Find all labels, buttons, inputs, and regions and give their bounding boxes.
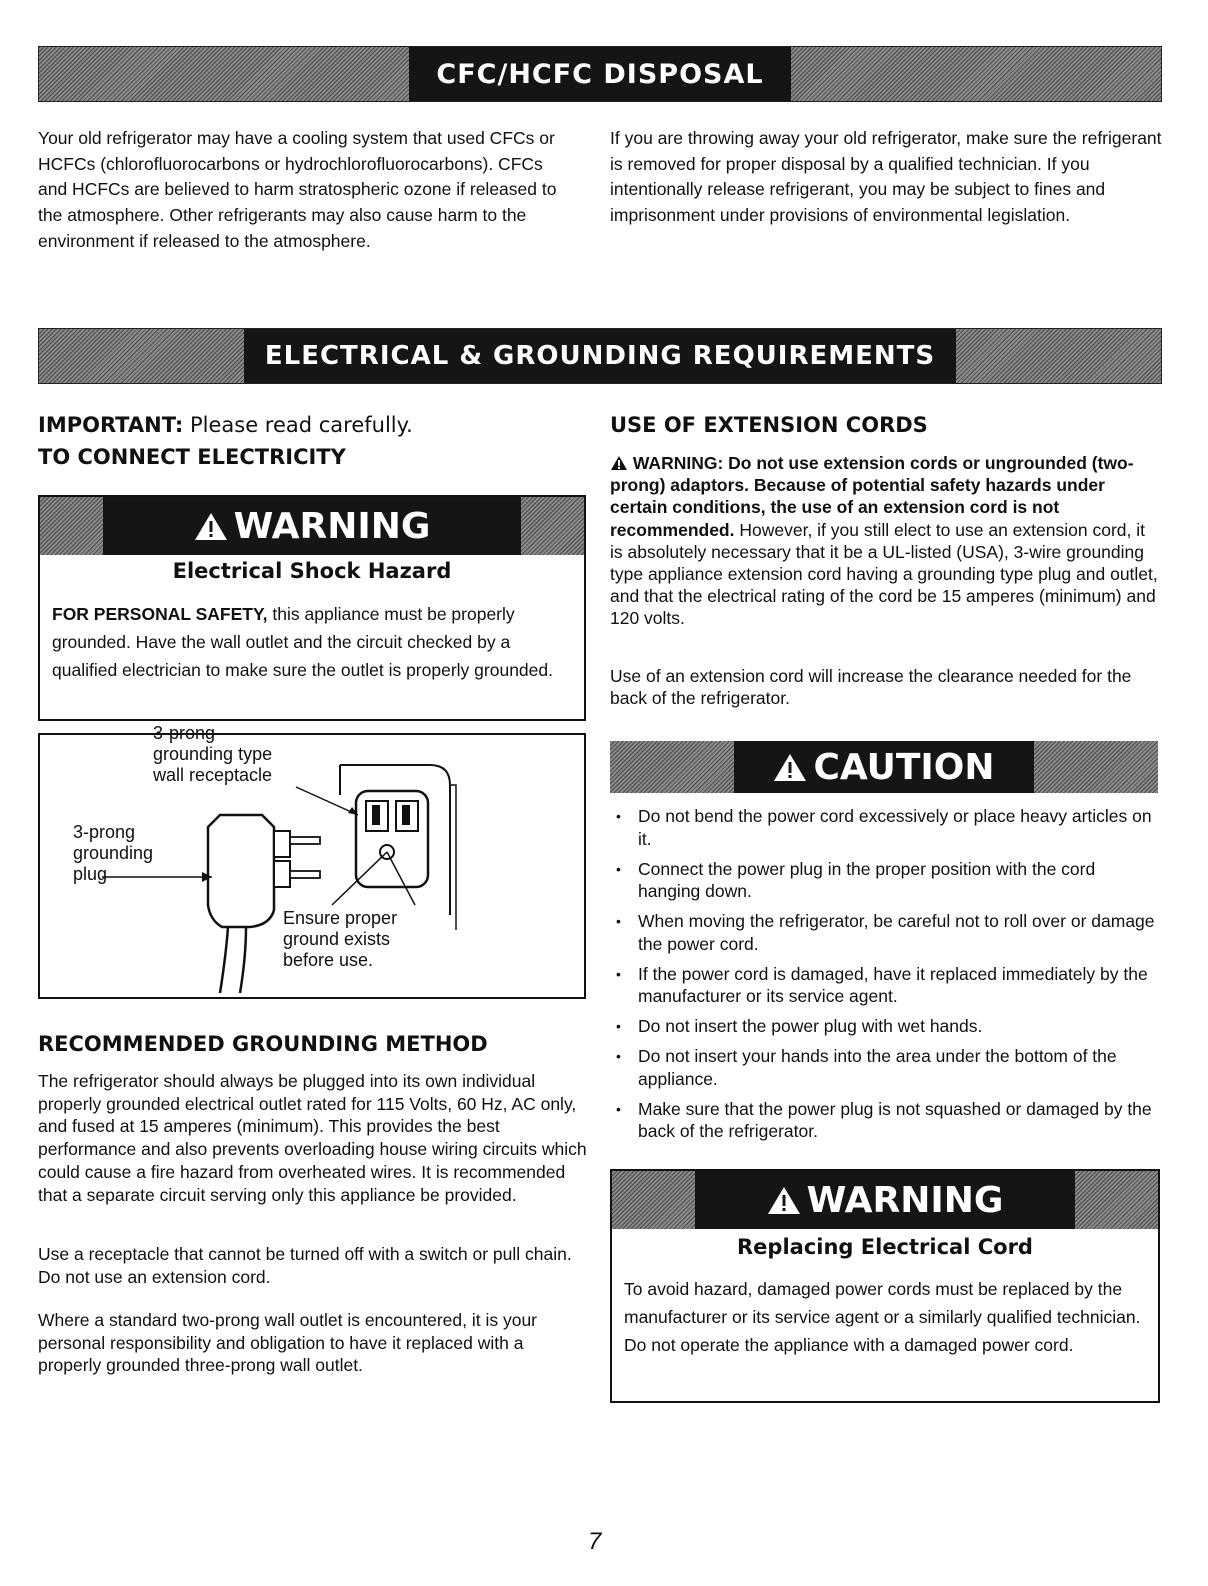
replacing-cord-title: Replacing Electrical Cord (737, 1235, 1033, 1259)
replacing-cord-warning-box (610, 1169, 1160, 1403)
electrical-shock-warning-box (38, 495, 586, 721)
replacing-cord-text: To avoid hazard, damaged power cords must be replaced by the manufacturer or its service agent or a similarly qualified technician. Do not operate the appliance with a damaged power cord. (624, 1279, 1141, 1355)
grounding-paragraph-1: The refrigerator should always be plugged into its own individual properly grounded electrical outlet rated for 115 Volts, 60 Hz, AC only, and fused at 15 amperes (minimum). This provides the best performance and also prevents overloading house wiring circuits which could cause a fire hazard from overheated wires. It is recommended that a separate circuit serving only this appliance be provided. (38, 1071, 587, 1205)
caution-item: • Do not insert your hands into the area under the bottom of the appliance. (610, 1045, 1160, 1090)
caution-banner-stripes (610, 741, 1158, 793)
personal-safety-body: this appliance must be properly grounded. Have the wall outlet and the circuit checked by a qualified electrician to make sure the outlet is properly grounded. (52, 604, 553, 680)
warning-banner (695, 1171, 1075, 1229)
plug-label: 3-prong grounding plug (73, 822, 154, 884)
caution-banner-label: CAUTION (813, 746, 995, 788)
warning-banner-label: WARNING (233, 505, 431, 547)
warning-banner-stripes (612, 1171, 1158, 1229)
warning-triangle-icon (610, 455, 628, 471)
cfc-section-banner (38, 46, 1162, 102)
caution-item: • Make sure that the power plug is not squashed or damaged by the back of the refrigerator. (610, 1098, 1160, 1143)
extension-warning-text: However, if you still elect to use an extension cord, it is absolutely necessary that it be a UL-listed (USA), 3-wire grounding type appliance extension cord having a grounding type plug and outlet, and that the electrical rating of the cord be 15 amperes (minimum) and 120 volts. (610, 519, 1158, 629)
caution-item: • Do not insert the power plug with wet hands. (610, 1015, 1160, 1038)
important-note (38, 413, 413, 437)
electrical-section-banner (38, 328, 1162, 384)
ensure-ground-label: Ensure proper ground exists before use. (283, 908, 398, 970)
grounding-paragraph-3: Where a standard two-prong wall outlet is encountered, it is your personal responsibility and obligation to have it replaced with a properly grounded three-prong wall outlet. (38, 1310, 538, 1376)
extension-clearance-note: Use of an extension cord will increase the clearance needed for the back of the refrigerator. (610, 666, 1132, 709)
warning-banner (103, 497, 521, 555)
electrical-section-title-box (244, 329, 956, 383)
receptacle-label: 3-prong grounding type wall receptacle (153, 723, 273, 785)
caution-item: • Do not bend the power cord excessively or place heavy articles on it. (610, 805, 1160, 850)
grounding-method-heading: RECOMMENDED GROUNDING METHOD (38, 1032, 488, 1056)
electrical-shock-warning-text (52, 600, 580, 684)
cfc-section-title: CFC/HCFC DISPOSAL (436, 58, 764, 90)
electrical-section-title: ELECTRICAL & GROUNDING REQUIREMENTS (264, 341, 936, 371)
cfc-paragraph-right: If you are throwing away your old refrigerator, make sure the refrigerant is removed for proper disposal by a qualified technician. If you intentionally release refrigerant, you may be subject to fines and imprisonment under provisions of environmental legislation. (610, 128, 1162, 226)
extension-cord-warning (610, 452, 1160, 630)
connect-electricity-heading: TO CONNECT ELECTRICITY (38, 445, 346, 469)
page-number: 7 (588, 1528, 602, 1555)
caution-banner (734, 741, 1034, 793)
warning-banner-stripes (40, 497, 584, 555)
caution-item: • If the power cord is damaged, have it replaced immediately by the manufacturer or its service agent. (610, 963, 1160, 1008)
warning-triangle-icon (773, 752, 807, 782)
electrical-shock-hazard-title: Electrical Shock Hazard (172, 559, 452, 583)
important-label: IMPORTANT: (38, 413, 184, 437)
caution-banner-box (610, 741, 1158, 791)
extension-warning-bold: WARNING: Do not use extension cords or ungrounded (two-prong) adaptors. Because of potential safety hazards under certain conditions, the use of an extension cord is not recommended. (610, 453, 1134, 540)
caution-list (610, 805, 1160, 1150)
caution-item: • When moving the refrigerator, be careful not to roll over or damage the power cord. (610, 910, 1160, 955)
grounding-plug-diagram (38, 723, 586, 999)
warning-triangle-icon (194, 511, 228, 541)
warning-banner-label: WARNING (806, 1179, 1004, 1221)
grounding-paragraph-2: Use a receptacle that cannot be turned off with a switch or pull chain. Do not use an extension cord. (38, 1244, 572, 1287)
cfc-paragraph-left: Your old refrigerator may have a cooling system that used CFCs or HCFCs (chlorofluorocarbons or hydrochlorofluorocarbons). CFCs and HCFCs are believed to harm stratospheric ozone if released to the atmosphere. Other refrigerants may also cause harm to the environment if released to the atmosphere. (38, 128, 557, 251)
important-text: Please read carefully. (189, 413, 413, 437)
extension-cords-heading: USE OF EXTENSION CORDS (610, 413, 928, 437)
personal-safety-lead: FOR PERSONAL SAFETY, (52, 604, 268, 624)
cfc-section-title-box (409, 47, 791, 101)
warning-triangle-icon (767, 1185, 801, 1215)
caution-item: • Connect the power plug in the proper position with the cord hanging down. (610, 858, 1160, 903)
